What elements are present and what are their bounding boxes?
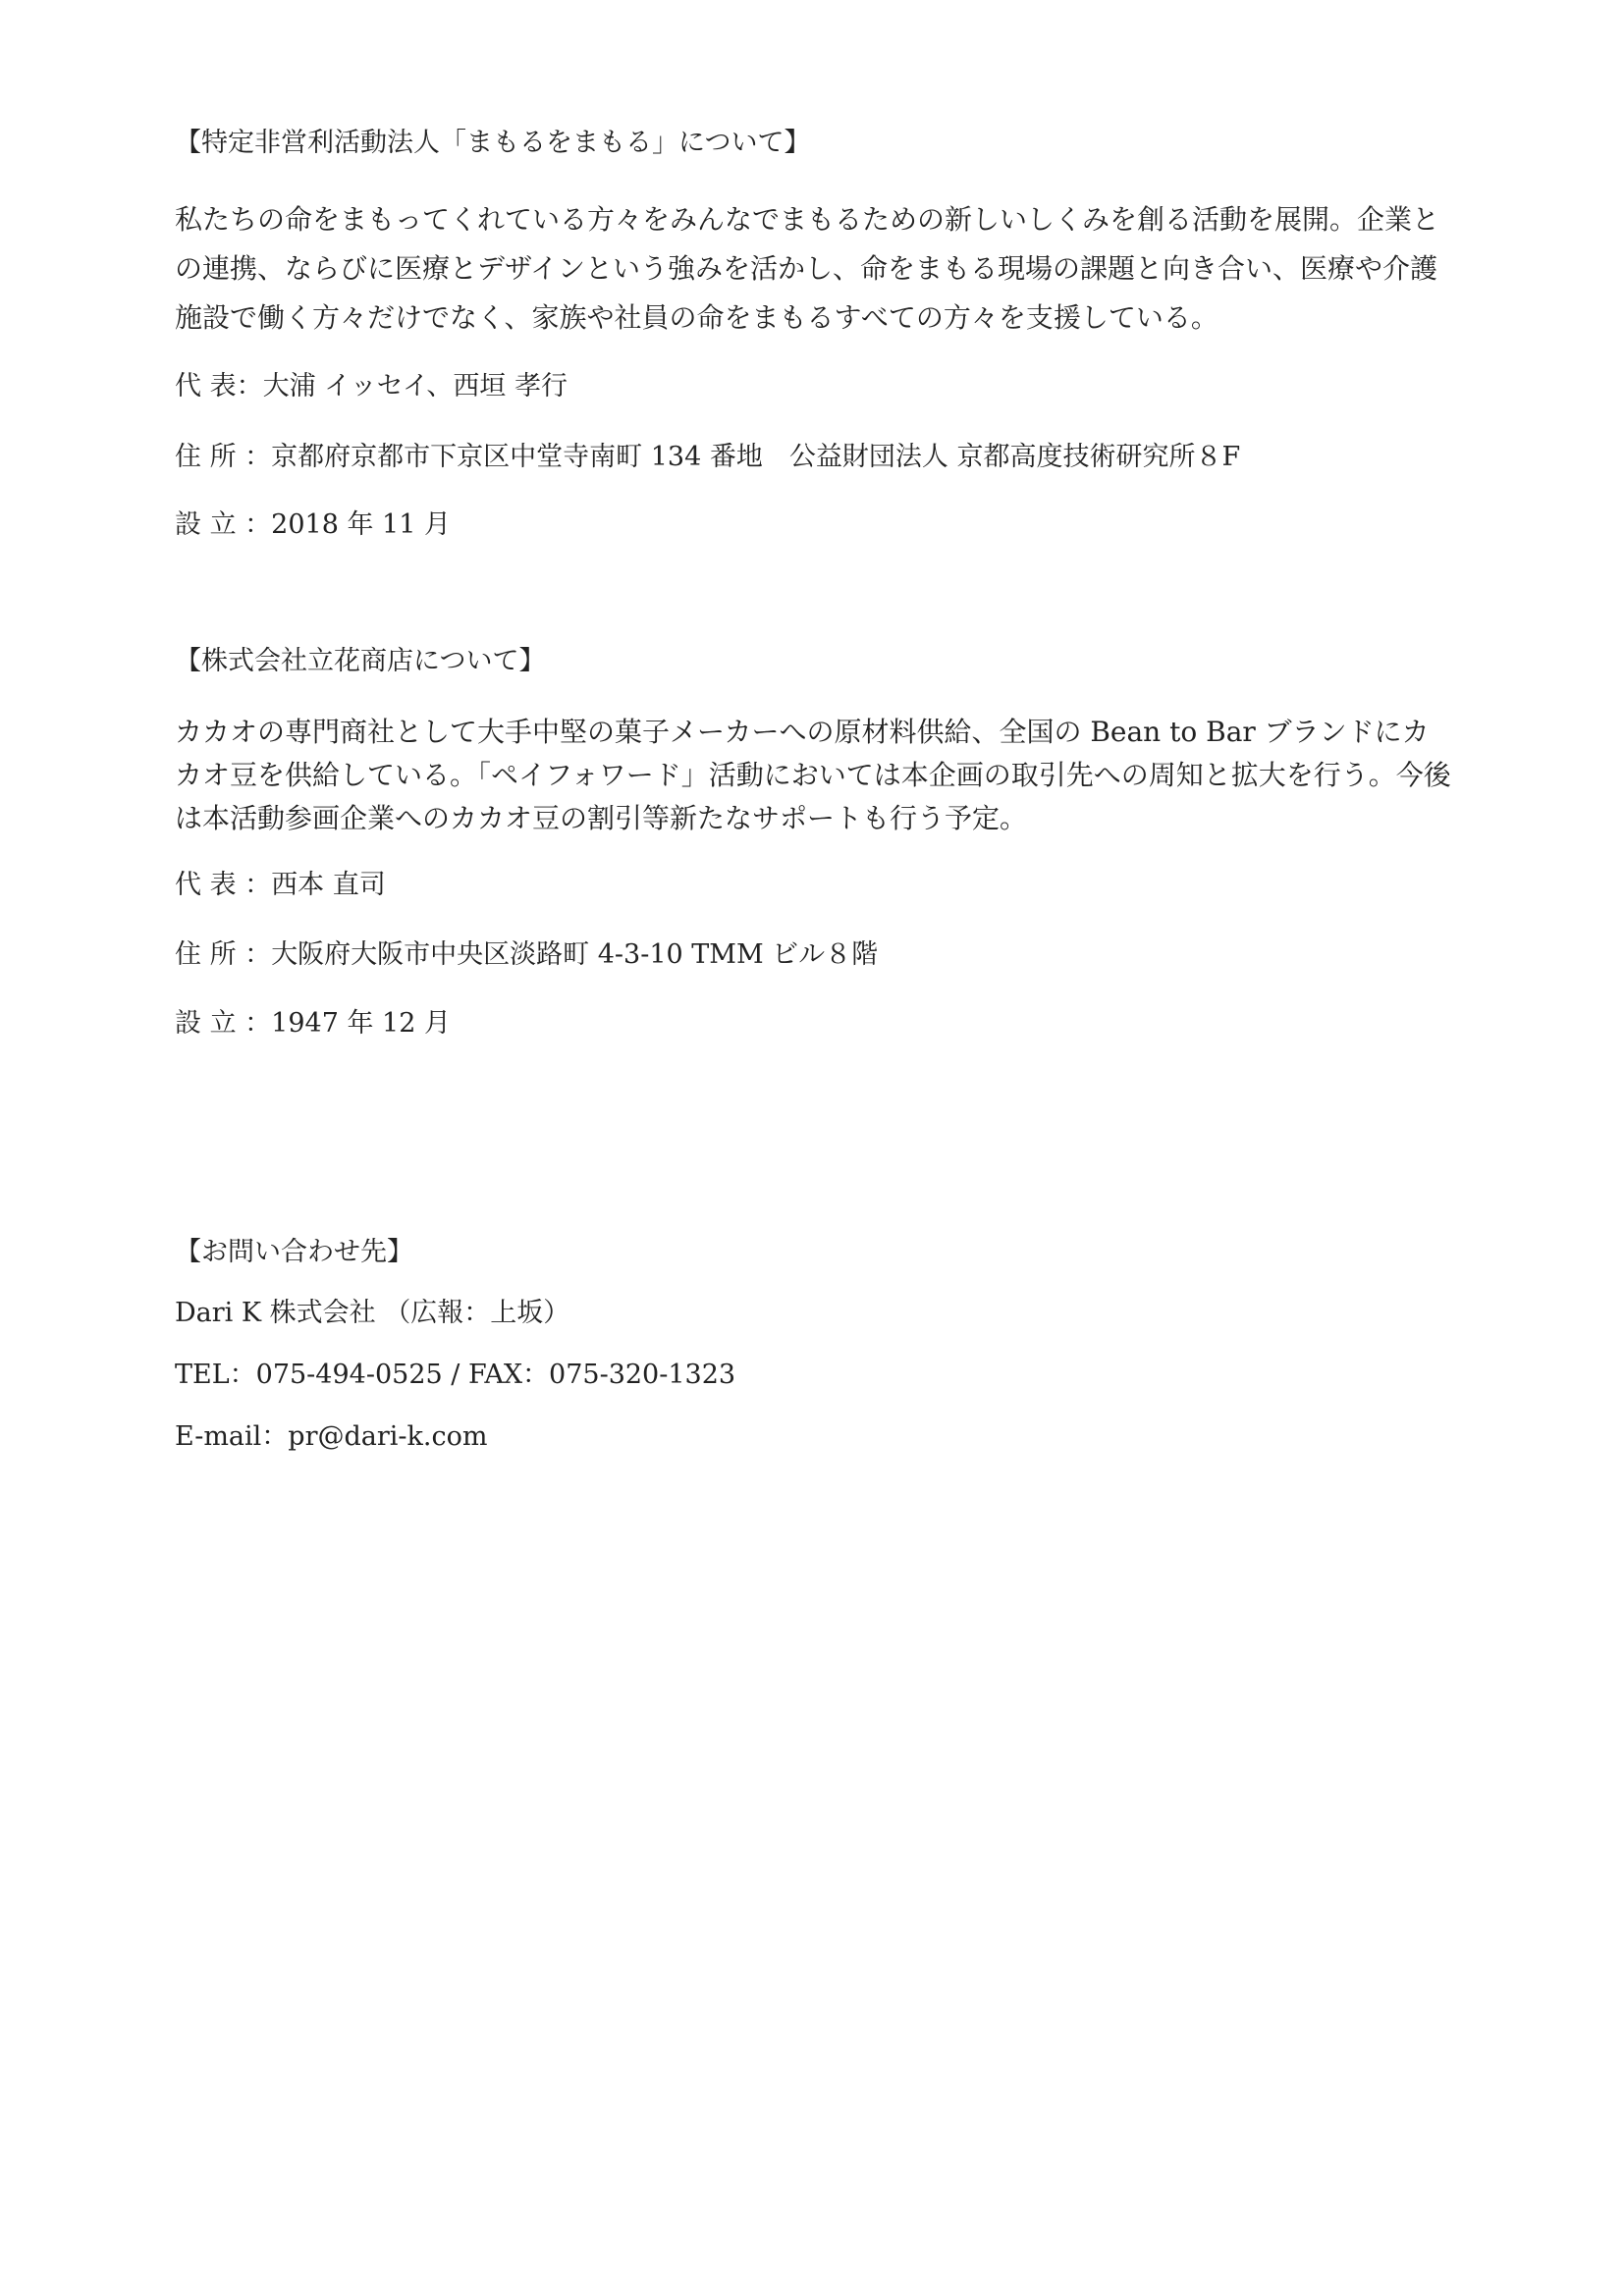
section2-established: 設 立 ：1947 年 12 月 xyxy=(175,1008,451,1039)
section2-body: カカオの専門商社として大手中堅の菓子メーカーへの原材料供給、全国の Bean to Bar ブランドにカカオ豆を供給している。「ペイフォワード」活動においては本企画の取引先への周知と拡大を行う。今後は本活動参画企業へのカカオ豆の割引等新たなサポートも行う予定。 xyxy=(175,716,1451,834)
section1-body: 私たちの命をまもってくれている方々をみんなでまもるための新しいしくみを創る活動を展開。企業との連携、ならびに医療とデザインという強みを活かし、命をまもる現場の課題と向き合い、医療や介護施設で働く方々だけでなく、家族や社員の命をまもるすべての方々を支援している。 xyxy=(175,203,1440,334)
contact-phone-fax: TEL：075-494-0525 / FAX：075-320-1323 xyxy=(175,1360,736,1390)
section1-representative: 代 表：大浦 イッセイ、西垣 孝行 xyxy=(175,371,568,401)
section1-established: 設 立 ：2018 年 11 月 xyxy=(175,509,451,540)
contact-email: E-mail：pr@dari-k.com xyxy=(175,1421,488,1452)
section2-heading: 【株式会社立花商店について】 xyxy=(175,646,546,676)
section2-representative: 代 表 ：西本 直司 xyxy=(175,870,386,900)
section1-address: 住 所 ：京都府京都市下京区中堂寺南町 134 番地 公益財団法人 京都高度技術研究所８F xyxy=(175,442,1241,472)
contact-heading: 【お問い合わせ先】 xyxy=(175,1237,413,1267)
contact-company: Dari K 株式会社 （広報：上坂） xyxy=(175,1298,570,1328)
section1-heading: 【特定非営利活動法人「まもるをまもる」について】 xyxy=(175,128,811,158)
section2-address: 住 所 ：大阪府大阪市中央区淡路町 4-3-10 TMM ビル８階 xyxy=(175,939,879,970)
